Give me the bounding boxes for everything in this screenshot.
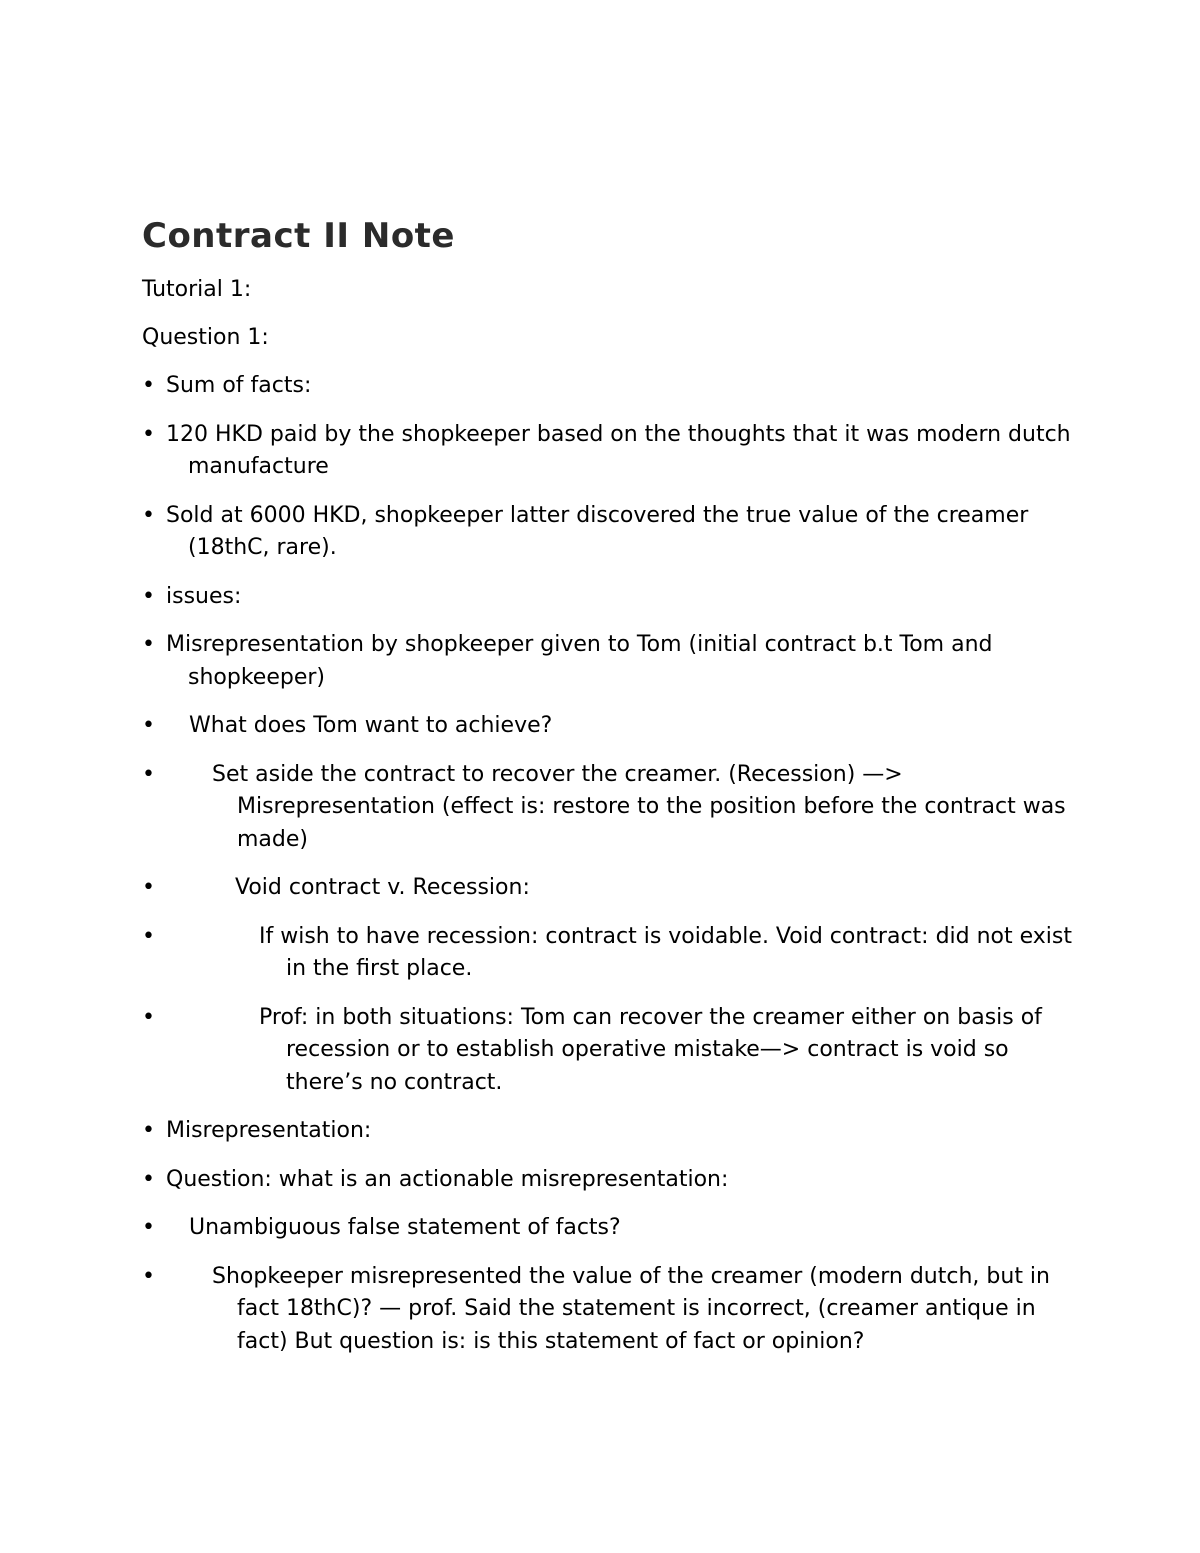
list-item [142,629,1072,694]
list-item-text: issues: [166,583,242,609]
list-item [142,759,1072,857]
list-item-text: If wish to have recession: contract is voidable. Void contract: did not exist in the first place. [259,923,1073,981]
document-page [142,214,1072,1374]
list-item-text: Prof: in both situations: Tom can recover the creamer either on basis of recession or to establish operative mistake—> contract is void so there’s no contract. [259,1004,1042,1095]
list-item [142,872,1072,905]
list-item-text: Unambiguous false statement of facts? [189,1215,621,1240]
list-item-text: What does Tom want to achieve? [189,713,553,738]
bullet-icon: • [142,761,155,787]
list-item [142,1115,1072,1148]
list-item-text: 120 HKD paid by the shopkeeper based on the thoughts that it was modern dutch manufacture [166,421,1071,479]
bullet-icon: • [142,713,155,738]
bullet-icon: • [142,373,155,398]
bullet-icon: • [142,421,155,447]
list-item-text: Set aside the contract to recover the creamer. (Recession) —> Misrepresentation (effect is: restore to the position before the contract was made) [212,761,1066,852]
bullet-icon: • [142,502,155,528]
tutorial-heading: Tutorial 1: [142,277,252,302]
list-item-text: Void contract v. Recession: [235,875,530,900]
list-item [142,1002,1072,1100]
list-item-text: Sum of facts: [166,373,312,398]
list-item [142,1164,1072,1197]
list-item-text: Question: what is an actionable misrepresentation: [166,1166,729,1192]
list-item-text: Misrepresentation: [166,1118,372,1143]
list-item [142,710,1072,743]
bullet-icon: • [142,875,155,900]
list-item [142,419,1072,484]
bullet-icon: • [142,923,155,949]
list-item-text: Shopkeeper misrepresented the value of the creamer (modern dutch, but in fact 18thC)? — prof. Said the statement is incorrect, (creamer antique in fact) But question is: is this statement of fact or opinion? [212,1263,1050,1354]
list-item [142,921,1072,986]
bullet-icon: • [142,632,155,657]
bullet-icon: • [142,1118,155,1143]
list-item-text: Sold at 6000 HKD, shopkeeper latter discovered the true value of the creamer (18thC, rare). [166,502,1029,560]
list-item [142,370,1072,403]
list-item [142,1212,1072,1245]
bullet-icon: • [142,1215,155,1240]
page-title: Contract II Note [142,216,455,256]
list-item-text: Misrepresentation by shopkeeper given to Tom (initial contract b.t Tom and shopkeeper) [166,632,993,690]
list-item [142,581,1072,614]
bullet-icon: • [142,1166,155,1192]
list-item [142,500,1072,565]
bullet-icon: • [142,1004,155,1030]
bullet-icon: • [142,583,155,609]
question-heading: Question 1: [142,325,269,350]
notes-list [142,370,1072,1358]
bullet-icon: • [142,1263,155,1289]
list-item [142,1261,1072,1359]
